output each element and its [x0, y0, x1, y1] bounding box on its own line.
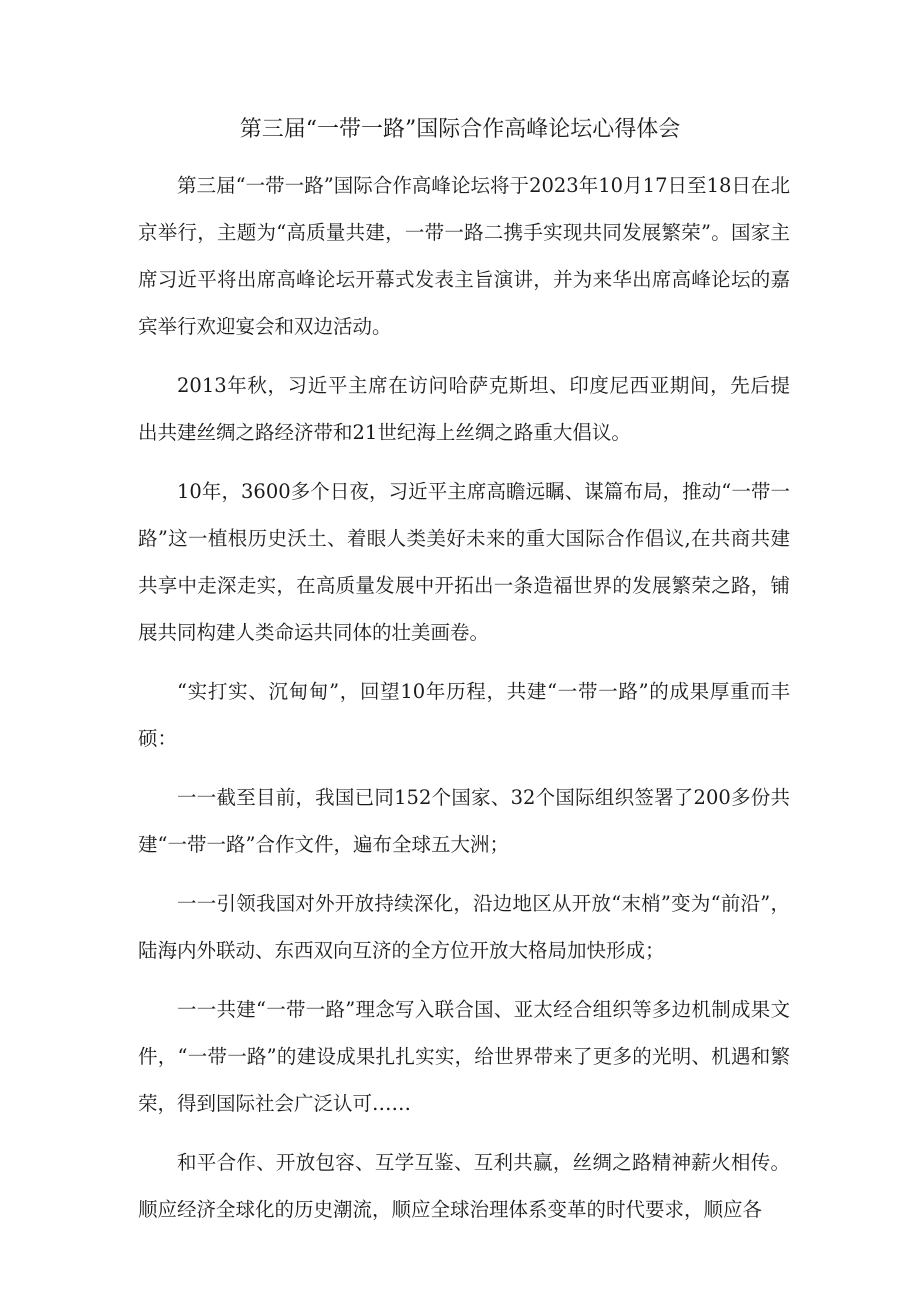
paragraph-intro: 第三届“一带一路”国际合作高峰论坛将于2023年10月17日至18日在北京举行，主题为“高质量共建，一带一路二携手实现共同发展繁荣”。国家主席习近平将出席高峰论坛开幕式发表主旨演讲，并为来华出席高峰论坛的嘉宾举行欢迎宴会和双边活动。	[138, 174, 790, 338]
paragraph-2013: 2013年秋，习近平主席在访问哈萨克斯坦、印度尼西亚期间，先后提出共建丝绸之路经济带和21世纪海上丝绸之路重大倡议。	[138, 374, 790, 444]
document-title: 第三届“一带一路”国际合作高峰论坛心得体会	[239, 117, 681, 142]
paragraph-review: “实打实、沉甸甸”，回望10年历程，共建“一带一路”的成果厚重而丰硕：	[138, 680, 790, 750]
paragraph-silk-road-spirit: 和平合作、开放包容、互学互鉴、互利共赢，丝绸之路精神薪火相传。顺应经济全球化的历史潮流，顺应全球治理体系变革的时代要求，顺应各	[138, 1151, 790, 1221]
document-body	[138, 162, 790, 1245]
paragraph-multilateral: 一一共建“一带一路”理念写入联合国、亚太经合组织等多边机制成果文件，“一带一路”的建设成果扎扎实实，给世界带来了更多的光明、机遇和繁荣，得到国际社会广泛认可……	[138, 998, 790, 1115]
paragraph-ten-years: 10年，3600多个日夜，习近平主席高瞻远瞩、谋篇布局，推动“一带一路”这一植根历史沃土、着眼人类美好未来的重大国际合作倡议,在共商共建共享中走深走实，在高质量发展中开拓出一条造福世界的发展繁荣之路，铺展共同构建人类命运共同体的壮美画卷。	[138, 480, 790, 644]
paragraph-opening-up: 一一引领我国对外开放持续深化，沿边地区从开放“末梢”变为“前沿”，陆海内外联动、东西双向互济的全方位开放大格局加快形成；	[138, 892, 790, 962]
paragraph-cooperation-documents: 一一截至目前，我国已同152个国家、32个国际组织签署了200多份共建“一带一路”合作文件，遍布全球五大洲；	[138, 786, 790, 856]
